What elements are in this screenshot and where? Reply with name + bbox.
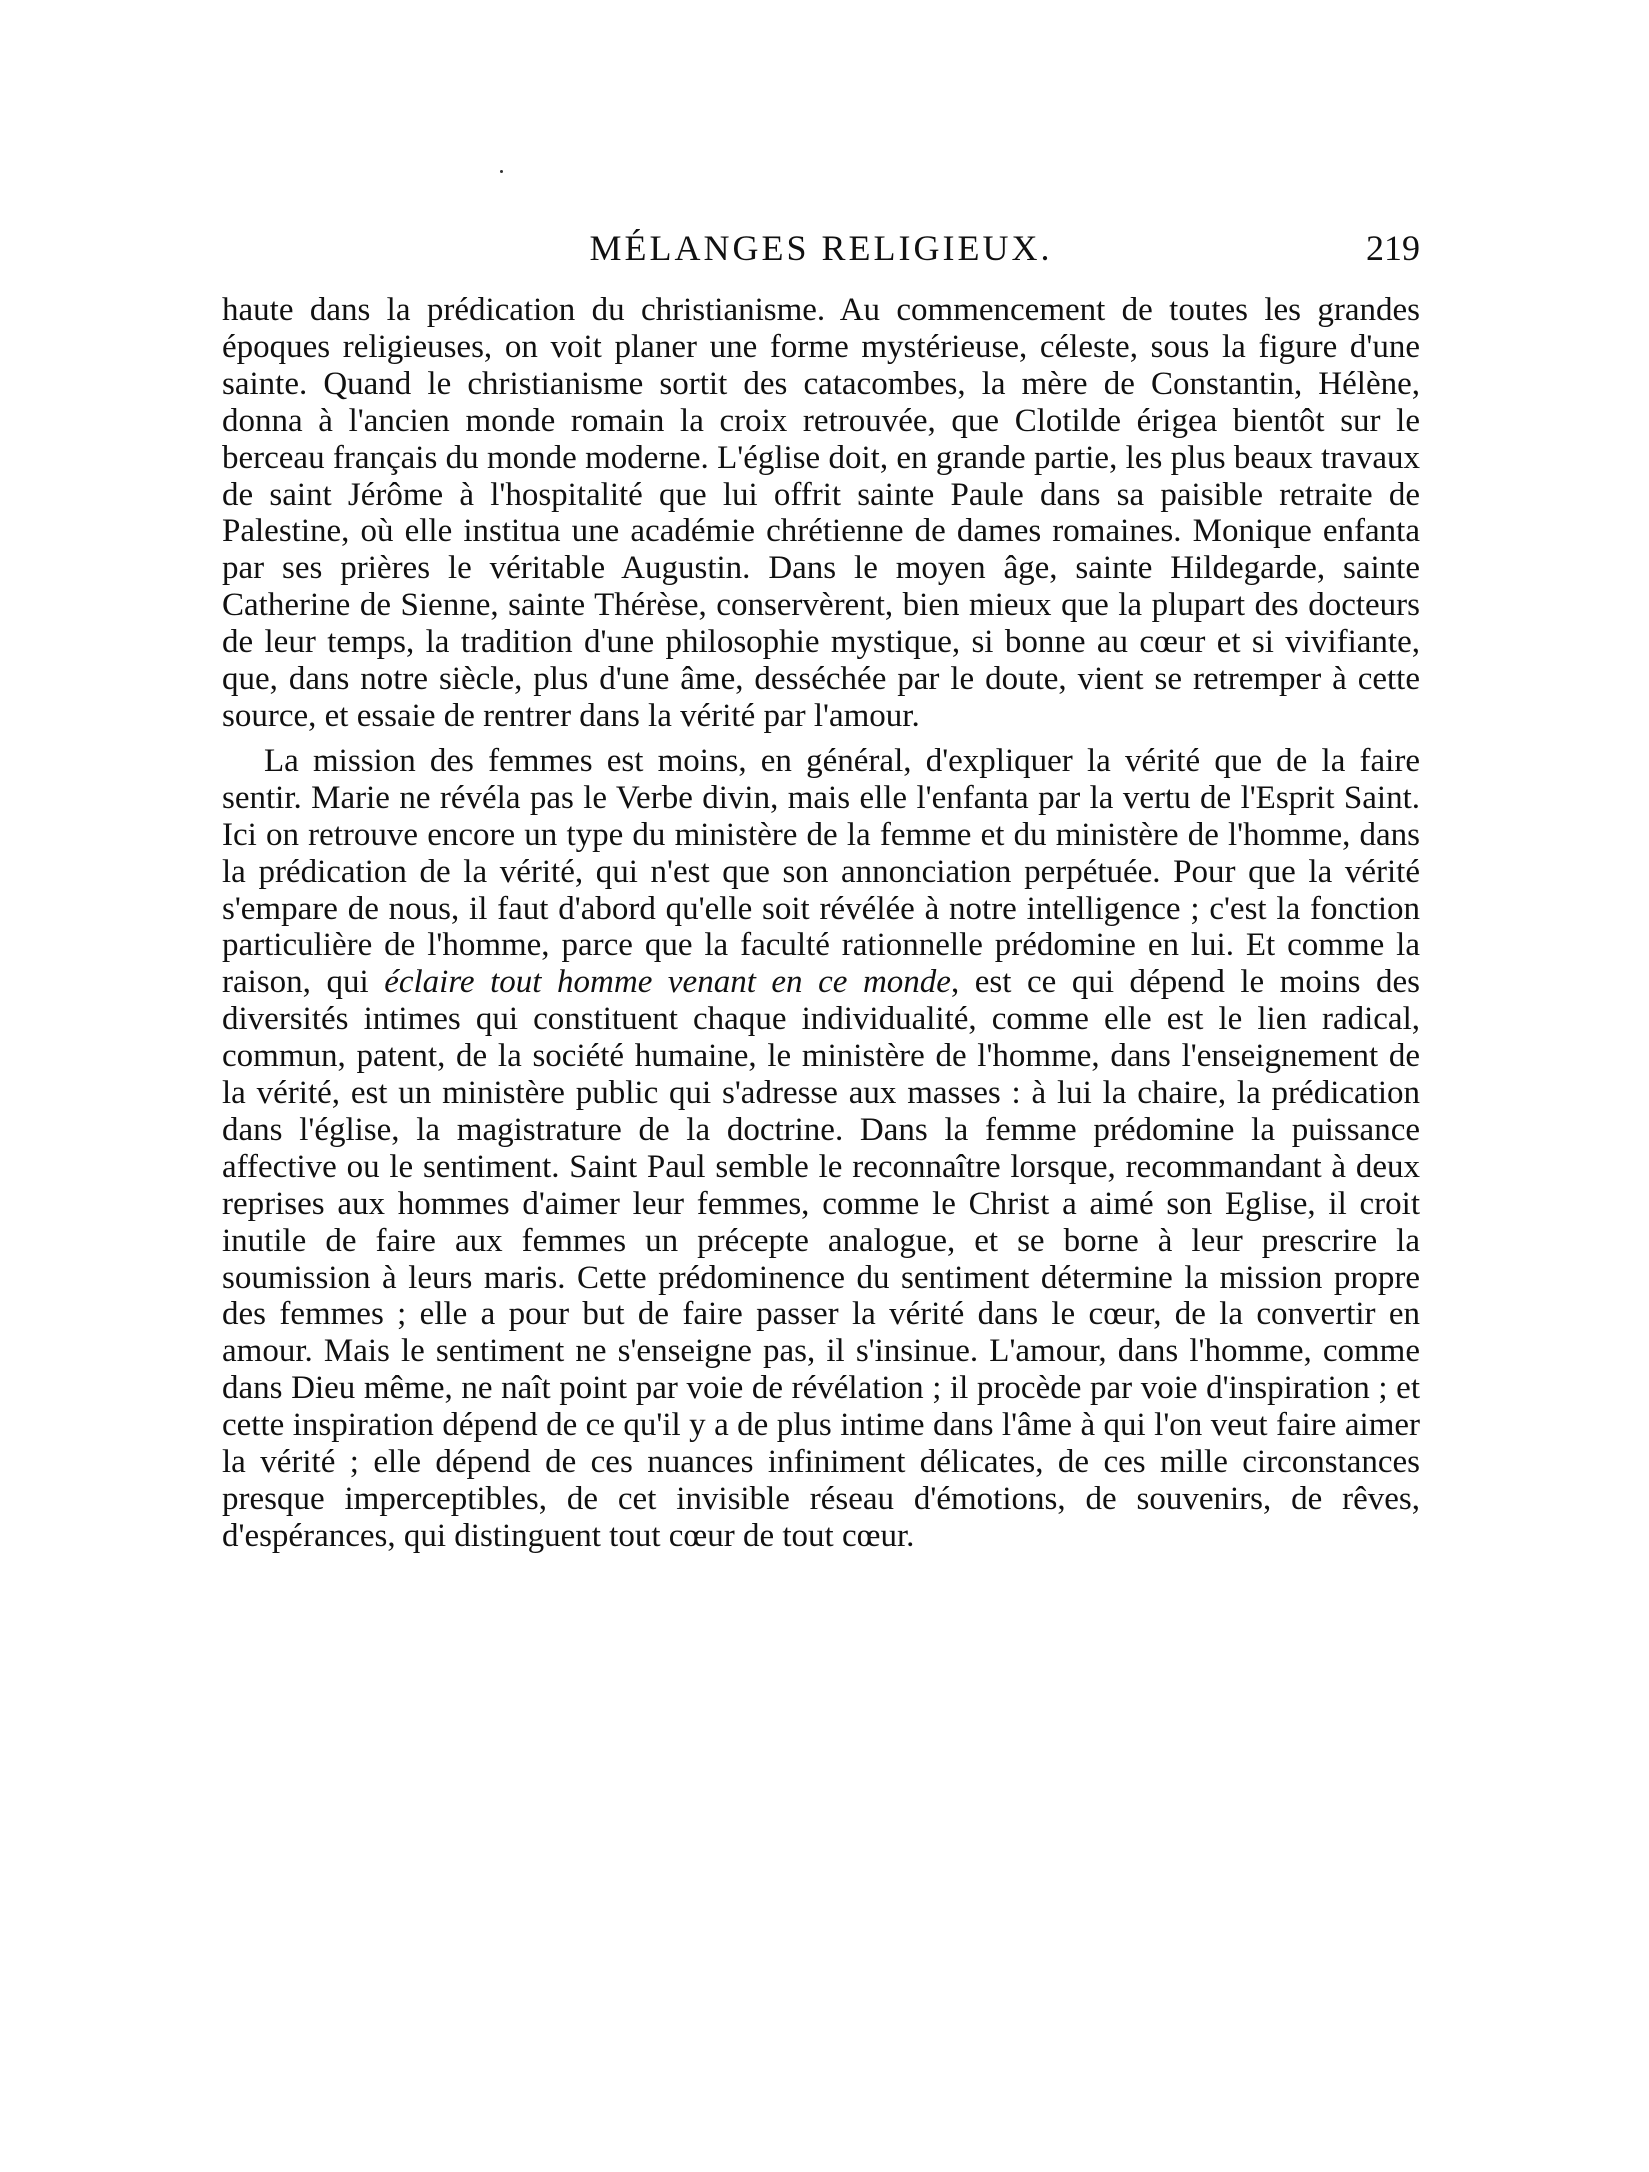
paragraph-2-italic-quote: éclaire tout homme venant en ce monde (384, 964, 951, 1001)
paragraph-2 (222, 743, 1420, 1555)
body-text (222, 292, 1420, 1555)
running-head (222, 218, 1420, 278)
paragraph-1: haute dans la prédication du christianisme. Au commencement de toutes les grandes époques religieuses, on voit planer une forme mystérieuse, céleste, sous la figure d'une sainte. Quand le christianisme sortit des catacombes, la mère de Constantin, Hélène, donna à l'ancien monde romain la croix retrouvée, que Clotilde érigea bientôt sur le berceau français du monde moderne. L'église doit, en grande partie, les plus beaux travaux de saint Jérôme à l'hospitalité que lui offrit sainte Paule dans sa paisible retraite de Palestine, où elle institua une académie chrétienne de dames romaines. Monique enfanta par ses prières le véritable Augustin. Dans le moyen âge, sainte Hildegarde, sainte Catherine de Sienne, sainte Thérèse, conservèrent, bien mieux que la plupart des docteurs de leur temps, la tradition d'une philosophie mystique, si bonne au cœur et si vivifiante, que, dans notre siècle, plus d'une âme, desséchée par le doute, vient se retremper à cette source, et essaie de rentrer dans la vérité par l'amour. (222, 292, 1420, 734)
running-title: MÉLANGES RELIGIEUX. (589, 228, 1053, 268)
book-page (222, 0, 1420, 2172)
page-number: 219 (1366, 228, 1420, 268)
paragraph-2-part-2: , est ce qui dépend le moins des diversités intimes qui constituent chaque individualité, comme elle est le lien radical, commun, patent, de la société humaine, le ministère de l'homme, dans l'enseignement de la vérité, est un ministère public qui s'adresse aux masses : à lui la chaire, la prédication dans l'église, la magistrature de la doctrine. Dans la femme prédomine la puissance affective ou le sentiment. Saint Paul semble le reconnaître lorsque, recommandant à deux reprises aux hommes d'aimer leur femmes, comme le Christ a aimé son Eglise, il croit inutile de faire aux femmes un précepte analogue, et se borne à leur prescrire la soumission à leurs maris. Cette prédominence du sentiment détermine la mission propre des femmes ; elle a pour but de faire passer la vérité dans le cœur, de la convertir en amour. Mais le sentiment ne s'enseigne pas, il s'insinue. L'amour, dans l'homme, comme dans Dieu même, ne naît point par voie de révélation ; il procède par voie d'inspiration ; et cette inspiration dépend de ce qu'il y a de plus intime dans l'âme à qui l'on veut faire aimer la vérité ; elle dépend de ces nuances infiniment délicates, de ces mille circonstances presque imperceptibles, de cet invisible réseau d'émotions, de souvenirs, de rêves, d'espérances, qui distinguent tout cœur de tout cœur. (222, 964, 1420, 1554)
paragraph-2-part-1: La mission des femmes est moins, en général, d'expliquer la vérité que de la faire sentir. Marie ne révéla pas le Verbe divin, mais elle l'enfanta par la vertu de l'Esprit Saint. Ici on retrouve encore un type du ministère de la femme et du ministère de l'homme, dans la prédication de la vérité, qui n'est que son annonciation perpétuée. Pour que la vérité s'empare de nous, il faut d'abord qu'elle soit révélée à notre intelligence ; c'est la fonction particulière de l'homme, parce que la faculté rationnelle prédomine en lui. Et comme la raison, qui (222, 742, 1420, 1001)
print-speck (500, 170, 503, 173)
